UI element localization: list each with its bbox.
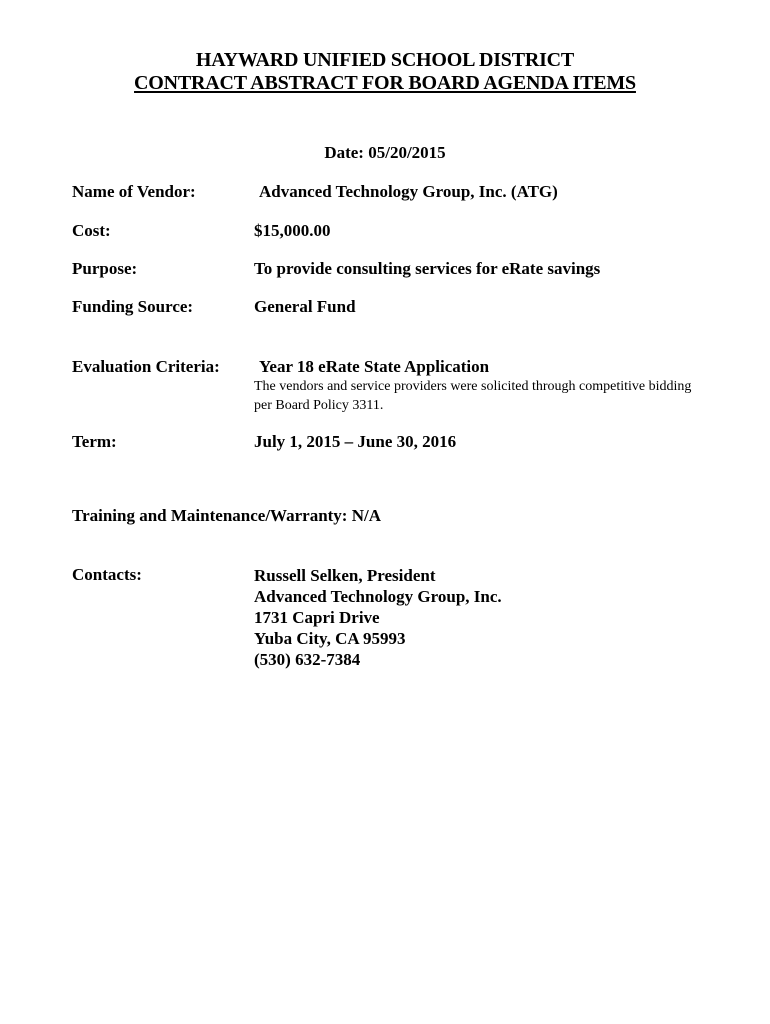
contact-phone: (530) 632-7384	[254, 650, 361, 669]
evaluation-criteria-value: Year 18 eRate State Application	[259, 357, 490, 376]
contact-street: 1731 Capri Drive	[254, 608, 380, 627]
contact-company: Advanced Technology Group, Inc.	[254, 587, 502, 606]
vendor-value: Advanced Technology Group, Inc. (ATG)	[259, 182, 558, 201]
term-label: Term:	[72, 432, 117, 451]
district-title: HAYWARD UNIFIED SCHOOL DISTRICT	[195, 49, 575, 71]
document-subtitle	[0, 72, 770, 94]
cost-label: Cost:	[72, 221, 111, 240]
document-subtitle-text: CONTRACT ABSTRACT FOR BOARD AGENDA ITEMS	[134, 72, 636, 94]
training-maintenance-line: Training and Maintenance/Warranty: N/A	[72, 506, 381, 525]
funding-source-label: Funding Source:	[72, 297, 194, 316]
purpose-value: To provide consulting services for eRate savings	[254, 259, 601, 278]
document-date: Date: 05/20/2015	[324, 143, 446, 162]
cost-value: $15,000.00	[254, 221, 331, 240]
evaluation-criteria-label: Evaluation Criteria:	[72, 357, 220, 376]
vendor-label: Name of Vendor:	[72, 182, 196, 201]
funding-source-value: General Fund	[254, 297, 356, 316]
evaluation-criteria-note: The vendors and service providers were solicited through competitive bidding per Board Policy 3311.	[254, 379, 692, 413]
contact-city: Yuba City, CA 95993	[254, 629, 406, 648]
contact-name: Russell Selken, President	[254, 566, 436, 585]
term-value: July 1, 2015 – June 30, 2016	[254, 432, 457, 451]
contacts-label: Contacts:	[72, 565, 142, 584]
purpose-label: Purpose:	[72, 259, 138, 278]
contacts-block	[254, 565, 502, 670]
